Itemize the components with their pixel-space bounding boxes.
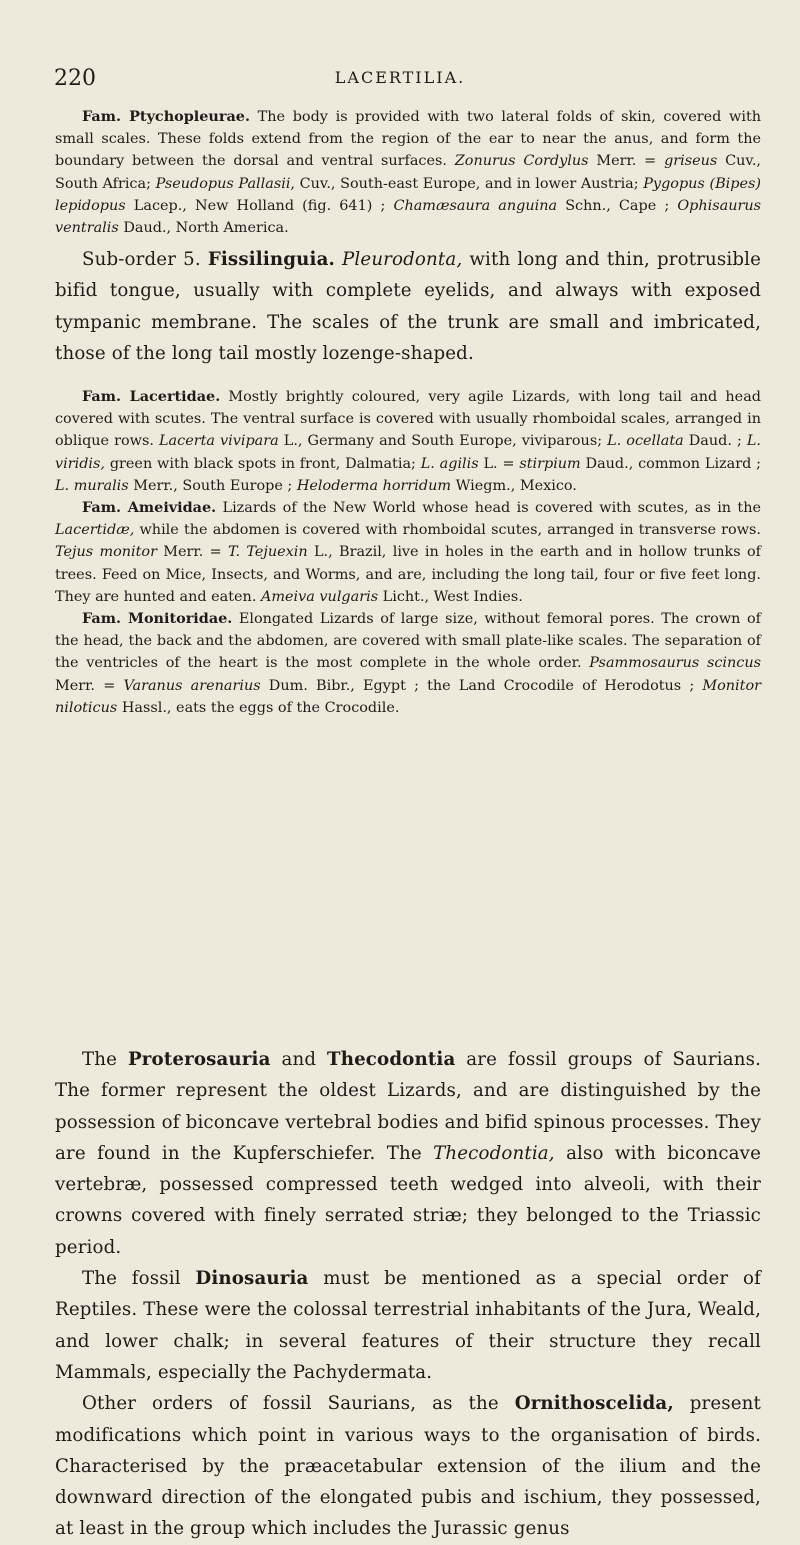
family-name: Fam. Monitoridae. [82, 610, 233, 628]
text: Elongated Lizards of large size, without femoral pores. The crown of the head, the back and the abdomen, are covered with small plate-like scales. The separation of the ventricles of the heart is the most complete in the whole order. [55, 611, 761, 672]
text: Mostly brightly coloured, very agile Lizards, with long tail and head covered with scutes. The ventral surface is covered with usually rhomboidal scales, arranged in oblique rows. [55, 389, 761, 450]
order-name: Ornithoscelida, [514, 1393, 674, 1415]
text: Merr. = [55, 677, 124, 694]
text: present modifications which point in various ways to the organisation of birds. Characterised by the præacetabular extension of the ilium and the downward direction of the elongated pubis and ischium, they possessed, at least in the group which includes the Jurassic genus [55, 1393, 762, 1540]
text: Daud. ; [683, 433, 747, 450]
text: are fossil groups of Saurians. The former represent the oldest Lizards, and are distinguished by the possession of biconcave vertebral bodies and bifid spinous processes. They are found in the Kupferschiefer. The [55, 1049, 761, 1164]
species-name: Pseudopus Pallasii [155, 175, 291, 192]
text: must be mentioned as a special order of Reptiles. These were the colossal terrestrial inhabitants of the Jura, Weald, and lower chalk; in several features of their structure they recall Mammals, especially the Pachydermata. [55, 1268, 761, 1383]
species-name: Zonurus Cordylus [454, 153, 589, 170]
suborder-name: Fissilinguia. [207, 249, 335, 270]
text: Lizards of the New World whose head is covered with scutes, as in the [216, 500, 761, 517]
text: Cuv., South Africa; [55, 153, 761, 192]
species-name: Lacerta vivipara [159, 433, 279, 450]
text: Lacep., New Holland (fig. 641) ; [125, 197, 394, 214]
para-ornithoscelida [55, 1388, 761, 1544]
species-name: Varanus arenarius [123, 677, 261, 694]
text: Schn., Cape ; [557, 197, 678, 214]
text: Licht., West Indies. [378, 588, 523, 605]
para-dinosauria [55, 1263, 761, 1388]
species-name: stirpium [519, 455, 581, 472]
species-name: T. Tejuexin [228, 544, 308, 561]
text: The body is provided with two lateral folds of skin, covered with small scales. These folds extend from the region of the ear to near the anus, and form the boundary between the dorsal and ventral surfaces. [55, 109, 762, 170]
species-name: Pygopus (Bipes) lepidopus [55, 175, 761, 214]
fossil-section [55, 1044, 761, 1545]
species-name: Chamæsaura anguina [393, 197, 558, 214]
family-name: Fam. Lacertidae. [82, 388, 221, 405]
group-name: Lacertidæ, [55, 522, 135, 539]
text: Sub-order 5. [82, 249, 208, 270]
text: and [270, 1049, 328, 1070]
species-name: Monitor niloticus [55, 677, 761, 716]
text: L. = [478, 455, 520, 472]
text: The [82, 1049, 128, 1070]
text: also with biconcave vertebræ, possessed compressed teeth wedged into alveoli, with their crowns covered with finely serrated striæ; they belonged to the Triassic period. [55, 1142, 761, 1258]
text: Merr. = [588, 153, 665, 170]
family-name: Fam. Ptychopleurae. [82, 108, 250, 125]
text: Wiegm., Mexico. [451, 477, 577, 494]
text: Hassl., eats the eggs of the Crocodile. [117, 699, 400, 716]
text: Daud., North America. [118, 220, 289, 237]
species-name: L. ocellata [607, 433, 684, 450]
para-fissilinguia [55, 244, 761, 369]
para-lacertidae [55, 386, 761, 497]
text: , Cuv., South-east Europe, and in lower Austria; [290, 175, 644, 192]
para-ameividae [55, 497, 761, 608]
text: L., Germany and South Europe, viviparous; [278, 433, 608, 450]
para-monitoridae [55, 608, 761, 719]
families-section [55, 386, 761, 719]
page-number: 220 [54, 66, 96, 91]
species-name: L. viridis, [55, 433, 761, 472]
species-name: Heloderma horridum [296, 477, 452, 494]
species-name: L. agilis [420, 455, 479, 472]
group-name: Thecodontia, [433, 1142, 555, 1164]
text: while the abdomen is covered with rhomboidal scutes, arranged in transverse rows. [134, 522, 761, 539]
text: Daud., common Lizard ; [580, 455, 761, 472]
text: Merr., South Europe ; [128, 477, 297, 494]
text: The fossil [82, 1268, 196, 1290]
species-name: Psammosaurus scincus [589, 655, 761, 672]
text [335, 249, 342, 270]
species-name: Tejus monitor [55, 544, 157, 561]
text: Dum. Bibr., Egypt ; the Land Crocodile of Herodotus ; [260, 677, 703, 694]
species-name: Ophisaurus ventralis [55, 197, 761, 237]
text: with long and thin, protrusible bifid tongue, usually with complete eyelids, and always with exposed tympanic membrane. The scales of the trunk are small and imbricated, those of the long tail mostly lozenge-shaped. [55, 249, 761, 364]
order-name: Dinosauria [195, 1268, 309, 1290]
species-name: griseus [664, 153, 718, 170]
para-ptychopleurae [55, 106, 761, 239]
order-name: Proterosauria [127, 1049, 271, 1070]
para-proterosauria [55, 1044, 761, 1263]
family-name: Fam. Ameividae. [82, 499, 217, 517]
group-name: Pleurodonta, [342, 249, 463, 270]
species-name: L. muralis [55, 477, 129, 494]
text: Merr. = [156, 544, 228, 561]
text: Other orders of fossil Saurians, as the [82, 1393, 515, 1415]
page-header [0, 66, 800, 102]
order-name: Thecodontia [327, 1049, 456, 1070]
running-head: LACERTILIA. [334, 68, 466, 87]
text: L., Brazil, live in holes in the earth and in hollow trunks of trees. Feed on Mice, Insects, and Worms, and are, including the long tail, four or five feet long. They are hunted and eaten. [55, 544, 761, 605]
text: green with black spots in front, Dalmatia; [105, 455, 421, 472]
species-name: Ameiva vulgaris [260, 588, 379, 605]
